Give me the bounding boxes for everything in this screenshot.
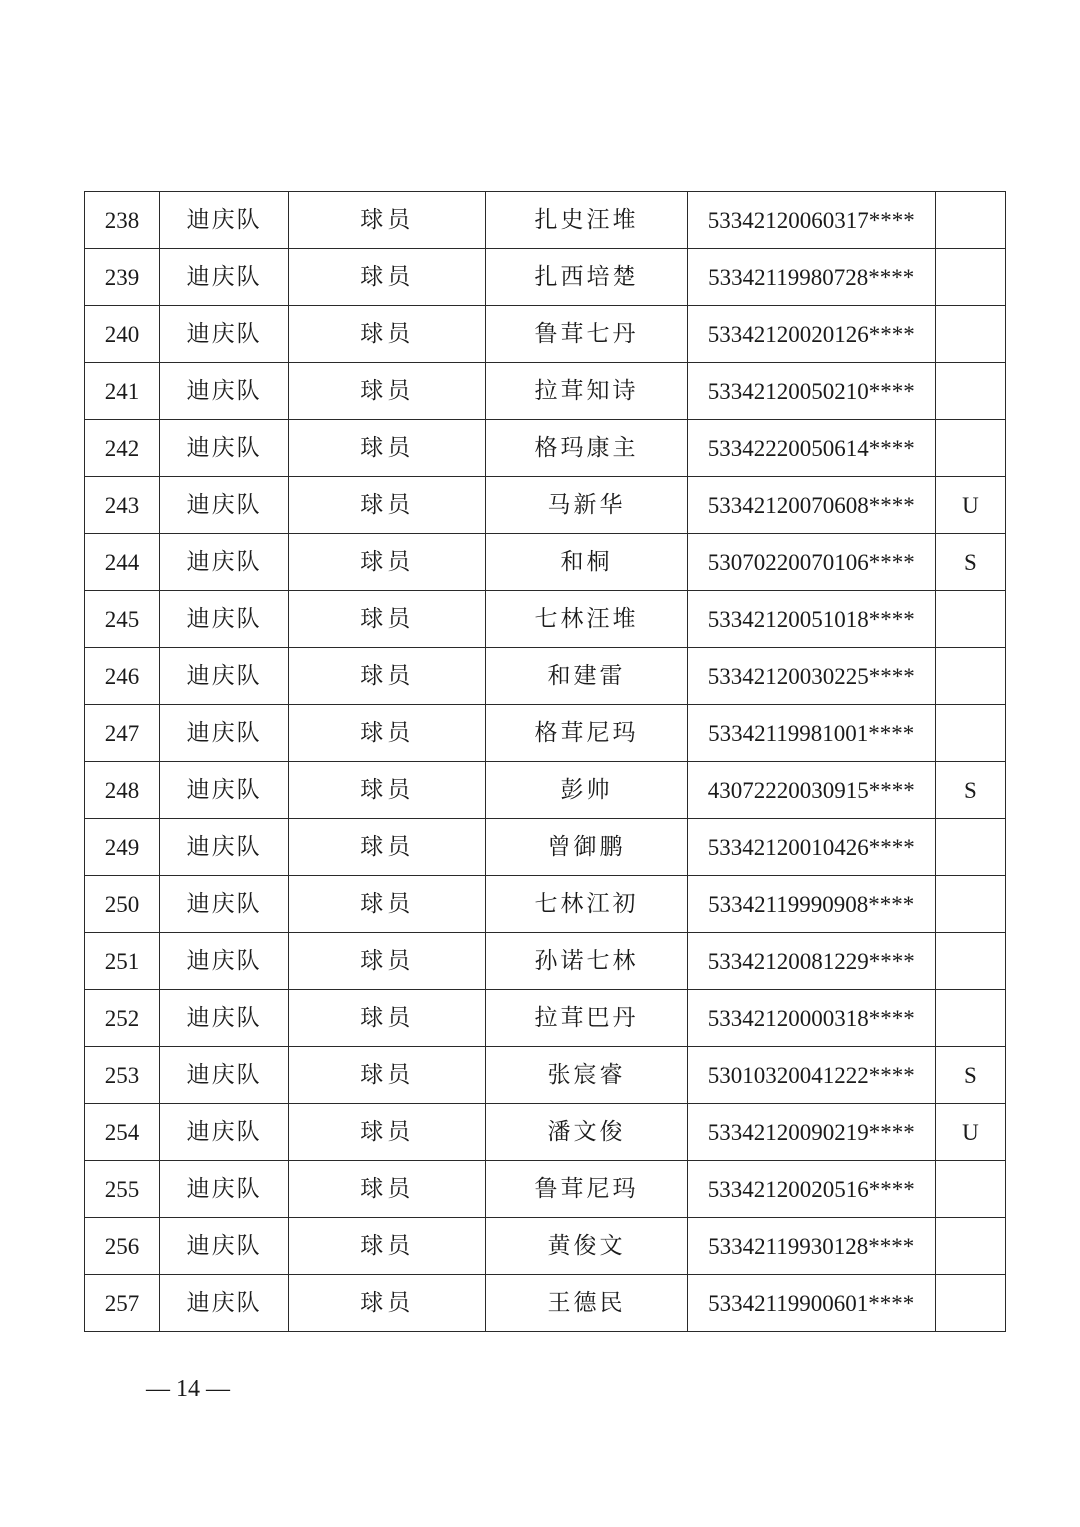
team-cell: 迪庆队 — [160, 1104, 289, 1161]
row-number-cell: 238 — [85, 192, 160, 249]
remark-cell — [935, 1161, 1005, 1218]
team-cell: 迪庆队 — [160, 705, 289, 762]
player-name-cell: 鲁茸尼玛 — [486, 1161, 687, 1218]
remark-cell — [935, 990, 1005, 1047]
row-number-cell: 257 — [85, 1275, 160, 1332]
row-number-cell: 239 — [85, 249, 160, 306]
id-number-cell: 53342120090219**** — [687, 1104, 935, 1161]
row-number-cell: 244 — [85, 534, 160, 591]
role-cell: 球员 — [289, 306, 486, 363]
row-number-cell: 255 — [85, 1161, 160, 1218]
player-name-cell: 张宸睿 — [486, 1047, 687, 1104]
remark-cell — [935, 249, 1005, 306]
remark-cell — [935, 1218, 1005, 1275]
team-cell: 迪庆队 — [160, 648, 289, 705]
page-number: — 14 — — [146, 1376, 230, 1402]
row-number-cell: 251 — [85, 933, 160, 990]
remark-cell: S — [935, 1047, 1005, 1104]
table-row — [85, 762, 1006, 819]
id-number-cell: 53342119980728**** — [687, 249, 935, 306]
role-cell: 球员 — [289, 249, 486, 306]
player-roster-table — [84, 191, 1006, 1332]
role-cell: 球员 — [289, 648, 486, 705]
role-cell: 球员 — [289, 591, 486, 648]
remark-cell — [935, 192, 1005, 249]
team-cell: 迪庆队 — [160, 477, 289, 534]
table-row — [85, 1275, 1006, 1332]
table-row — [85, 1218, 1006, 1275]
player-name-cell: 孙诺七林 — [486, 933, 687, 990]
id-number-cell: 53342120010426**** — [687, 819, 935, 876]
player-name-cell: 潘文俊 — [486, 1104, 687, 1161]
row-number-cell: 241 — [85, 363, 160, 420]
table-row — [85, 1047, 1006, 1104]
id-number-cell: 53342120020516**** — [687, 1161, 935, 1218]
id-number-cell: 53070220070106**** — [687, 534, 935, 591]
id-number-cell: 53342120050210**** — [687, 363, 935, 420]
remark-cell — [935, 876, 1005, 933]
team-cell: 迪庆队 — [160, 591, 289, 648]
id-number-cell: 53010320041222**** — [687, 1047, 935, 1104]
remark-cell: U — [935, 477, 1005, 534]
team-cell: 迪庆队 — [160, 306, 289, 363]
table-row — [85, 591, 1006, 648]
role-cell: 球员 — [289, 534, 486, 591]
player-name-cell: 扎西培楚 — [486, 249, 687, 306]
remark-cell: S — [935, 762, 1005, 819]
table-row — [85, 705, 1006, 762]
role-cell: 球员 — [289, 1161, 486, 1218]
player-name-cell: 黄俊文 — [486, 1218, 687, 1275]
team-cell: 迪庆队 — [160, 192, 289, 249]
table-row — [85, 1104, 1006, 1161]
id-number-cell: 53342120030225**** — [687, 648, 935, 705]
role-cell: 球员 — [289, 477, 486, 534]
remark-cell: S — [935, 534, 1005, 591]
player-name-cell: 和建雷 — [486, 648, 687, 705]
id-number-cell: 53342120000318**** — [687, 990, 935, 1047]
role-cell: 球员 — [289, 705, 486, 762]
role-cell: 球员 — [289, 762, 486, 819]
role-cell: 球员 — [289, 1104, 486, 1161]
id-number-cell: 53342120051018**** — [687, 591, 935, 648]
player-name-cell: 马新华 — [486, 477, 687, 534]
table-row — [85, 420, 1006, 477]
id-number-cell: 53342119981001**** — [687, 705, 935, 762]
table-row — [85, 534, 1006, 591]
id-number-cell: 43072220030915**** — [687, 762, 935, 819]
team-cell: 迪庆队 — [160, 876, 289, 933]
row-number-cell: 248 — [85, 762, 160, 819]
table-row — [85, 876, 1006, 933]
remark-cell — [935, 306, 1005, 363]
row-number-cell: 249 — [85, 819, 160, 876]
player-name-cell: 曾御鹏 — [486, 819, 687, 876]
row-number-cell: 240 — [85, 306, 160, 363]
team-cell: 迪庆队 — [160, 819, 289, 876]
team-cell: 迪庆队 — [160, 933, 289, 990]
id-number-cell: 53342120020126**** — [687, 306, 935, 363]
id-number-cell: 53342120070608**** — [687, 477, 935, 534]
team-cell: 迪庆队 — [160, 1161, 289, 1218]
id-number-cell: 53342119990908**** — [687, 876, 935, 933]
remark-cell — [935, 363, 1005, 420]
team-cell: 迪庆队 — [160, 990, 289, 1047]
table-row — [85, 990, 1006, 1047]
role-cell: 球员 — [289, 192, 486, 249]
row-number-cell: 250 — [85, 876, 160, 933]
id-number-cell: 53342119930128**** — [687, 1218, 935, 1275]
row-number-cell: 254 — [85, 1104, 160, 1161]
role-cell: 球员 — [289, 933, 486, 990]
role-cell: 球员 — [289, 876, 486, 933]
table-row — [85, 477, 1006, 534]
remark-cell — [935, 591, 1005, 648]
id-number-cell: 53342120081229**** — [687, 933, 935, 990]
table-row — [85, 192, 1006, 249]
id-number-cell: 53342120060317**** — [687, 192, 935, 249]
row-number-cell: 252 — [85, 990, 160, 1047]
team-cell: 迪庆队 — [160, 420, 289, 477]
player-name-cell: 王德民 — [486, 1275, 687, 1332]
id-number-cell: 53342220050614**** — [687, 420, 935, 477]
roster-body — [85, 192, 1006, 1332]
table-row — [85, 819, 1006, 876]
row-number-cell: 246 — [85, 648, 160, 705]
table-row — [85, 249, 1006, 306]
player-name-cell: 扎史汪堆 — [486, 192, 687, 249]
table-row — [85, 306, 1006, 363]
role-cell: 球员 — [289, 1218, 486, 1275]
remark-cell — [935, 420, 1005, 477]
player-name-cell: 鲁茸七丹 — [486, 306, 687, 363]
team-cell: 迪庆队 — [160, 249, 289, 306]
role-cell: 球员 — [289, 1275, 486, 1332]
remark-cell — [935, 648, 1005, 705]
team-cell: 迪庆队 — [160, 363, 289, 420]
role-cell: 球员 — [289, 990, 486, 1047]
player-name-cell: 七林江初 — [486, 876, 687, 933]
player-name-cell: 格玛康主 — [486, 420, 687, 477]
team-cell: 迪庆队 — [160, 1047, 289, 1104]
player-name-cell: 格茸尼玛 — [486, 705, 687, 762]
id-number-cell: 53342119900601**** — [687, 1275, 935, 1332]
table-row — [85, 648, 1006, 705]
row-number-cell: 256 — [85, 1218, 160, 1275]
row-number-cell: 253 — [85, 1047, 160, 1104]
row-number-cell: 247 — [85, 705, 160, 762]
table-row — [85, 933, 1006, 990]
role-cell: 球员 — [289, 420, 486, 477]
team-cell: 迪庆队 — [160, 1218, 289, 1275]
table-row — [85, 1161, 1006, 1218]
team-cell: 迪庆队 — [160, 762, 289, 819]
role-cell: 球员 — [289, 1047, 486, 1104]
player-name-cell: 彭帅 — [486, 762, 687, 819]
remark-cell — [935, 705, 1005, 762]
table-row — [85, 363, 1006, 420]
player-name-cell: 拉茸巴丹 — [486, 990, 687, 1047]
remark-cell: U — [935, 1104, 1005, 1161]
role-cell: 球员 — [289, 819, 486, 876]
player-name-cell: 和桐 — [486, 534, 687, 591]
team-cell: 迪庆队 — [160, 1275, 289, 1332]
player-name-cell: 七林汪堆 — [486, 591, 687, 648]
row-number-cell: 243 — [85, 477, 160, 534]
remark-cell — [935, 933, 1005, 990]
row-number-cell: 242 — [85, 420, 160, 477]
team-cell: 迪庆队 — [160, 534, 289, 591]
remark-cell — [935, 819, 1005, 876]
remark-cell — [935, 1275, 1005, 1332]
player-name-cell: 拉茸知诗 — [486, 363, 687, 420]
row-number-cell: 245 — [85, 591, 160, 648]
role-cell: 球员 — [289, 363, 486, 420]
